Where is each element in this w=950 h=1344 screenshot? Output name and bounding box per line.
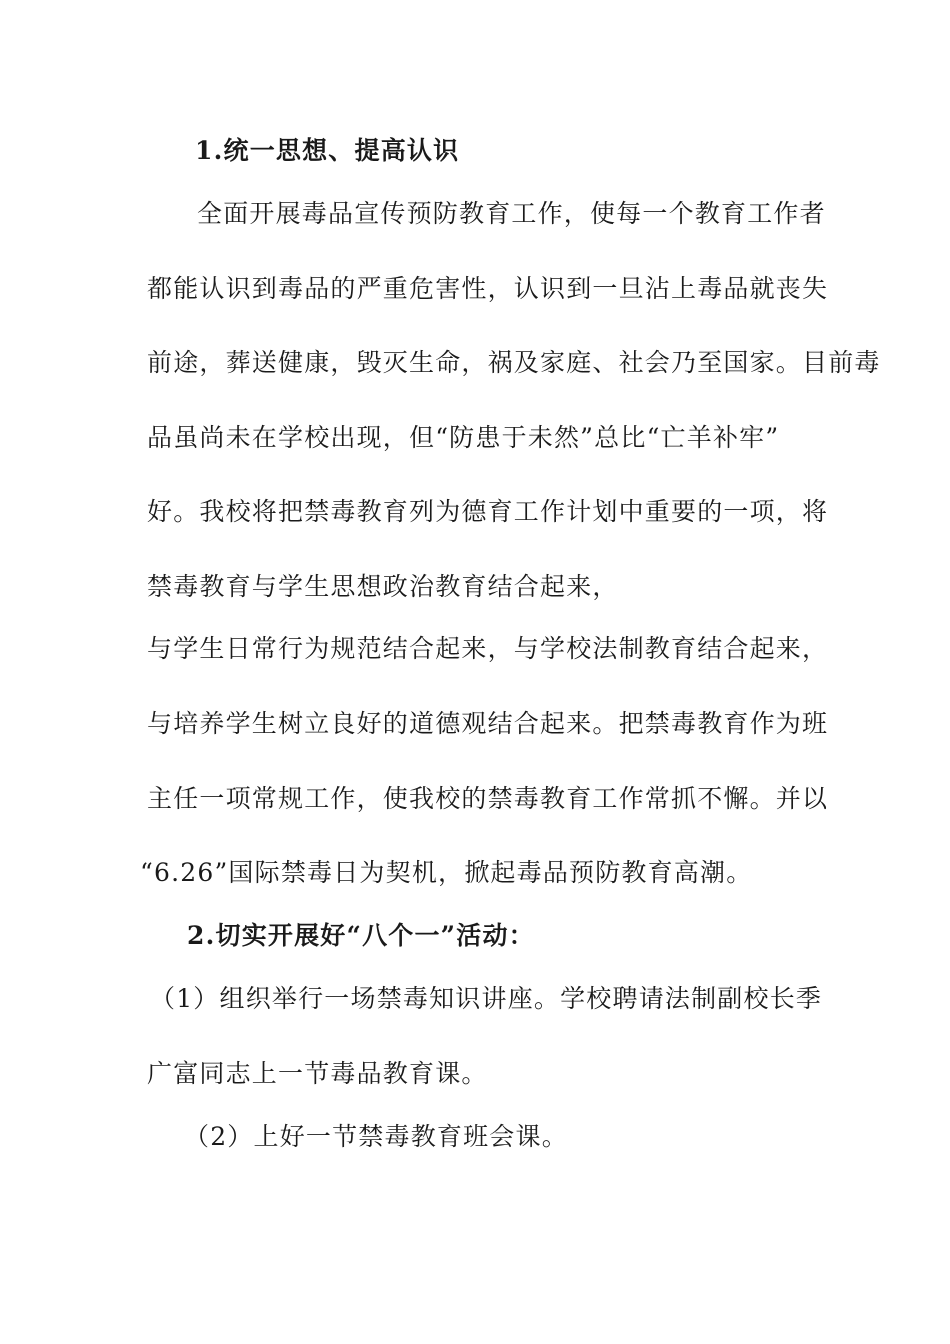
list-item-line: 广富同志上一节毒品教育课。	[147, 1059, 488, 1088]
list-item-line: （2）上好一节禁毒教育班会课。	[184, 1122, 568, 1151]
section-heading-2: 2.切实开展好“八个一”活动：	[187, 921, 535, 950]
paragraph-line: 主任一项常规工作，使我校的禁毒教育工作常抓不懈。并以	[147, 784, 829, 813]
paragraph-line: 禁毒教育与学生思想政治教育结合起来，	[147, 572, 619, 601]
paragraph-line: 好。我校将把禁毒教育列为德育工作计划中重要的一项，将	[147, 497, 829, 526]
paragraph-line: “6.26”国际禁毒日为契机，掀起毒品预防教育高潮。	[140, 858, 753, 887]
paragraph-line: 都能认识到毒品的严重危害性，认识到一旦沾上毒品就丧失	[147, 274, 829, 303]
list-item-line: （1）组织举行一场禁毒知识讲座。学校聘请法制副校长季	[150, 984, 823, 1013]
paragraph-line: 前途，葬送健康，毁灭生命，祸及家庭、社会乃至国家。目前毒	[147, 348, 881, 377]
paragraph-line: 与培养学生树立良好的道德观结合起来。把禁毒教育作为班	[147, 709, 829, 738]
paragraph-line: 与学生日常行为规范结合起来，与学校法制教育结合起来，	[147, 634, 829, 663]
paragraph-line: 全面开展毒品宣传预防教育工作，使每一个教育工作者	[197, 199, 826, 228]
section-heading-1: 1.统一思想、提高认识	[195, 136, 460, 165]
paragraph-line: 品虽尚未在学校出现，但“防患于未然”总比“亡羊补牢”	[147, 423, 780, 452]
